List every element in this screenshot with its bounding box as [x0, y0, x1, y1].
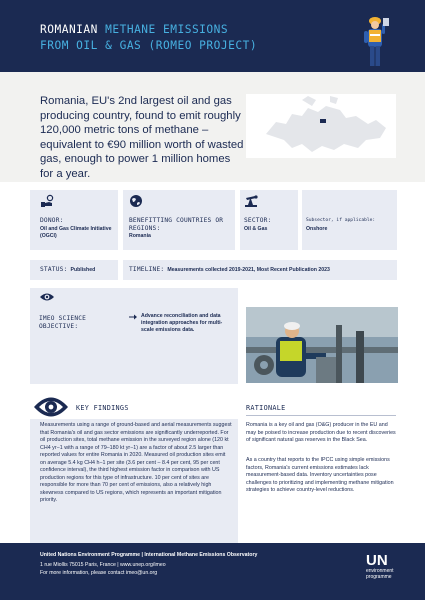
- key-findings-title: KEY FINDINGS: [76, 404, 129, 412]
- eye-icon-large: [32, 392, 70, 422]
- unep-logo-line2: programme: [366, 574, 392, 580]
- key-findings-text: Measurements using a range of ground-based and aerial measurements suggest that Romania's oil and gas sector emissions are significantly underreported. For oil production sites, total methane emission in the surveyed region alone (120 kt CH4 yr−1 with a range of 79–180 kt yr−1) are a factor of about 2.5 larger than reported values for entire Romania in 2020. Measured oil production sites emit on average 5.4 kg CH4 h−1 per site (3.6 per cent – 8.4 per cent, 95 per cent confidence interval), the third highest emission factor in comparison with US production regions for this type of infrastructure. 10 per cent of sites are responsible for more than 70 per cent of emissions, also a relatively high skewness compared to US regions, which represents an important mitigation priority.: [40, 422, 232, 503]
- globe-icon: [129, 194, 143, 208]
- page-title: [40, 22, 257, 54]
- footer-address: 1 rue Miollis 75015 Paris, France | www.unep.org/imeo: [40, 562, 166, 568]
- sector-card: [240, 190, 298, 250]
- worker-photo: [246, 307, 398, 383]
- timeline-value: Measurements collected 2019-2021, Most Recent Publication 2023: [167, 267, 330, 273]
- header-banner: [0, 0, 425, 72]
- objective-card: [30, 288, 238, 384]
- romania-marker: [320, 119, 326, 123]
- status-label: STATUS:: [40, 266, 68, 273]
- rationale-para-2: As a country that reports to the IPCC using simple emissions factors, Romania's current emissions estimates lack measurement-based data. Inventory uncertainties pose challenges to prioritizing and implementing methane mitigation strategies to achieve country-level reductions.: [246, 457, 394, 493]
- title-line1-accent: METHANE EMISSIONS: [105, 23, 229, 36]
- europe-map: [246, 94, 396, 158]
- subsector-value: Onshore: [306, 226, 328, 232]
- timeline-card: [123, 260, 397, 280]
- sector-label: SECTOR:: [244, 217, 272, 224]
- rationale-para-1: Romania is a key oil and gas (O&G) producer in the EU and may be poised to increase production due to recent discoveries of significant natural gas reserves in the Black Sea.: [246, 422, 396, 443]
- countries-card: [123, 190, 235, 250]
- eye-icon: [39, 292, 55, 302]
- intro-text: Romania, EU's 2nd largest oil and gas producing country, found to emit roughly 120,000 metric tons of methane – equivalent to €90 million worth of wasted gas, enough to power 1 million homes for a year.: [40, 95, 244, 180]
- unep-logo: [366, 553, 394, 580]
- unep-logo-un: UN: [366, 552, 388, 569]
- rationale-panel: [246, 396, 396, 543]
- rationale-divider: [246, 415, 396, 416]
- rationale-title: RATIONALE: [246, 404, 286, 412]
- unep-logo-line1: environment: [366, 568, 394, 574]
- worker-illustration: [360, 14, 390, 70]
- countries-label: BENEFITTING COUNTRIES OR REGIONS:: [129, 217, 224, 232]
- timeline-label: TIMELINE:: [129, 266, 165, 273]
- arrow-right-icon: [129, 314, 137, 320]
- subsector-label: Subsector, if applicable:: [306, 218, 376, 223]
- footer-contact: For more information, please contact imeo@un.org: [40, 570, 158, 576]
- title-line1-plain: ROMANIAN: [40, 23, 106, 36]
- title-line2-accent: FROM OIL & GAS (ROMEO PROJECT): [40, 39, 258, 52]
- subsector-card: [302, 190, 397, 250]
- sector-value: Oil & Gas: [244, 225, 268, 232]
- footer-org: United Nations Environment Programme | International Methane Emissions Observatory: [40, 552, 258, 558]
- oil-pump-icon: [244, 194, 258, 208]
- status-value: Published: [70, 267, 96, 273]
- donor-value: Oil and Gas Climate Initiative (OGCI): [40, 225, 112, 239]
- objective-label: IMEO SCIENCE OBJECTIVE:: [39, 315, 87, 330]
- key-findings-panel: [30, 396, 238, 543]
- donor-label: DONOR:: [40, 217, 64, 224]
- status-card: [30, 260, 118, 280]
- funding-icon: [40, 194, 54, 208]
- donor-card: [30, 190, 118, 250]
- footer: [0, 543, 425, 600]
- countries-value: Romania: [129, 233, 151, 240]
- objective-value: Advance reconciliation and data integration approaches for multi-scale emissions data.: [141, 313, 223, 333]
